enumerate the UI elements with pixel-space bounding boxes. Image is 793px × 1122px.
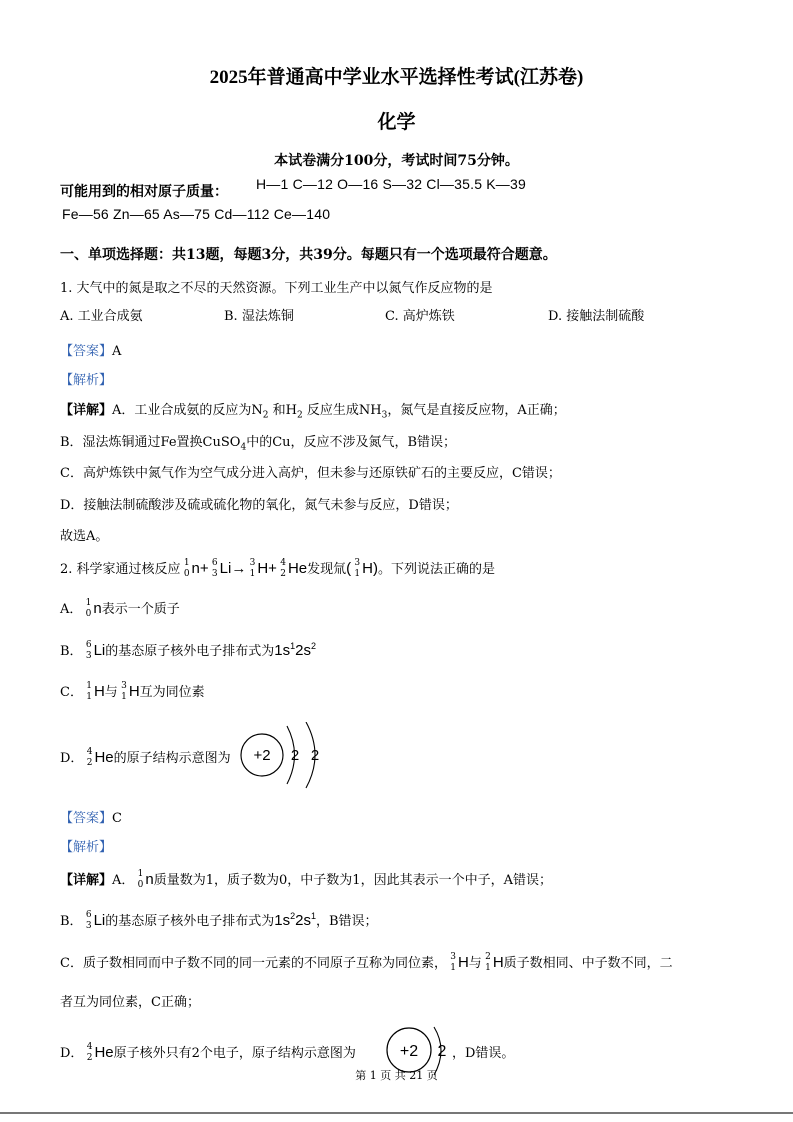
- svg-text:2: 2: [290, 747, 300, 764]
- q1-stem: 1. 大气中的氮是取之不尽的天然资源。下列工业生产中以氮气作反应物的是: [60, 281, 493, 296]
- q2-detail-c: C．质子数相同而中子数不同的同一元素的不同原子互称为同位素， 3 1 H与 2 1 H质子数相同、中子数不同，二: [60, 952, 673, 973]
- q1-option-a: A. 工业合成氨: [60, 309, 143, 324]
- svg-text:+2: +2: [399, 1043, 419, 1060]
- q2-option-c: C． 1 1 H与 3 1 H互为同位素: [60, 681, 205, 702]
- atomic-mass-line1: H—1 C—12 O—16 S—32 Cl—35.5 K—39: [256, 176, 526, 192]
- q2-option-d: D． 4 2 He的原子结构示意图为: [60, 747, 231, 768]
- q2-detail-a: 【详解】A． 1 0 n质量数为1，质子数为0，中子数为1，因此其表示一个中子，A错误；: [60, 869, 552, 890]
- q2-detail-b: B． 6 3 Li的基态原子核外电子排布式为$1s^22s^1$，B错误；: [60, 910, 378, 931]
- q1-detail-d: D．接触法制硫酸涉及硫或硫化物的氧化，氮气未参与反应，D错误；: [60, 498, 458, 513]
- q2-option-a: A． 1 0 n表示一个质子: [60, 598, 180, 619]
- atomic-mass-label: 可能用到的相对原子质量：: [60, 184, 228, 200]
- q2-answer-value: C: [112, 811, 122, 826]
- svg-text:2: 2: [310, 747, 320, 764]
- atom-diagram-option-d: [240, 722, 330, 790]
- q2-detail-c-line2: 者互为同位素，C正确；: [60, 995, 200, 1010]
- q1-option-c: C. 高炉炼铁: [385, 309, 455, 324]
- q2-answer: [60, 807, 122, 826]
- q2-detail-d-end: ，D错误。: [452, 1046, 515, 1061]
- answer-tag: 【答案】: [60, 811, 113, 826]
- exam-title: 2025年普通高中学业水平选择性考试(江苏卷): [209, 67, 584, 88]
- q2-detail-d: D． 4 2 He原子核外只有2个电子，原子结构示意图为: [60, 1042, 356, 1063]
- footer-divider: [0, 1112, 793, 1114]
- exam-info: 本试卷满分100分，考试时间75分钟。: [274, 153, 519, 169]
- q1-option-d: D. 接触法制硫酸: [548, 309, 645, 324]
- q1-option-b: B. 湿法炼铜: [224, 309, 294, 324]
- q1-detail-b: B．湿法炼铜通过Fe置换CuSO$_4$中的Cu，反应不涉及氮气，B错误；: [60, 435, 457, 453]
- answer-tag: 【答案】: [60, 344, 113, 359]
- q1-answer-value: A: [112, 344, 122, 359]
- q1-conclusion: 故选A。: [60, 529, 109, 544]
- svg-text:+2: +2: [253, 747, 271, 764]
- q2-option-b: B． 6 3 Li的基态原子核外电子排布式为$1s^12s^2$: [60, 640, 316, 661]
- svg-text:2: 2: [437, 1043, 447, 1060]
- subject-title: 化学: [377, 111, 416, 133]
- q1-detail-c: C．高炉炼铁中氮气作为空气成分进入高炉，但未参与还原铁矿石的主要反应，C错误；: [60, 466, 561, 481]
- q2-stem: 2. 科学家通过核反应 1 0 n+ 6 3 Li→ 3 1 H+ 4 2 He发现氚( 3 1 H)。下列说法正确的是: [60, 558, 495, 579]
- q2-analysis-tag: 【解析】: [60, 840, 113, 855]
- section-heading: 一、单项选择题：共13题，每题3分，共39分。每题只有一个选项最符合题意。: [60, 247, 557, 263]
- q1-detail-a: 【详解】A．工业合成氨的反应为$N_2$ 和$H_2$ 反应生成$NH_3$，氮气是直接反应物，A正确；: [60, 403, 566, 421]
- q1-answer: [60, 340, 121, 359]
- page-footer: 第 1 页 共 21 页: [355, 1069, 438, 1082]
- q1-analysis-tag: 【解析】: [60, 373, 113, 388]
- atomic-mass-line2: Fe—56 Zn—65 As—75 Cd—112 Ce—140: [62, 206, 331, 222]
